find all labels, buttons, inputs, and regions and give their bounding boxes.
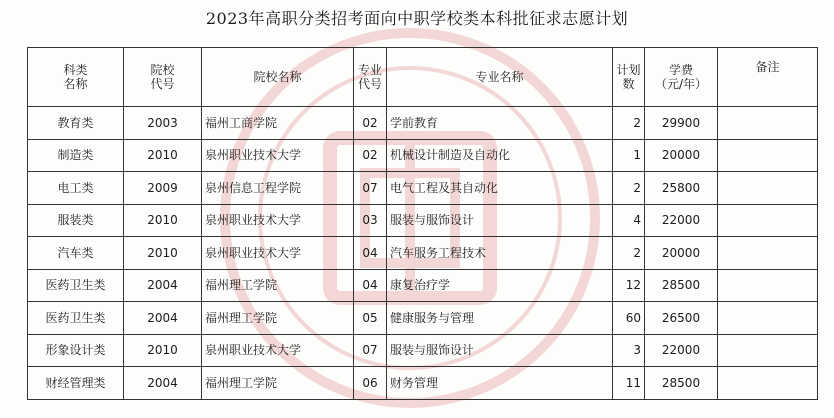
cell-note [718,237,818,270]
header-plan: 计划 数 [613,48,645,107]
cell-major-name: 服装与服饰设计 [387,334,613,367]
cell-plan: 4 [613,204,645,237]
table-row [28,139,818,172]
cell-plan: 11 [613,367,645,400]
table-row [28,367,818,400]
cell-note [718,172,818,205]
cell-tuition: 26500 [645,302,718,335]
cell-category: 形象设计类 [28,334,124,367]
cell-school-name: 福州工商学院 [202,107,354,140]
cell-school-name: 福州理工学院 [202,269,354,302]
cell-school-code: 2009 [124,172,202,205]
enrollment-plan-table [27,47,818,400]
cell-school-name: 泉州职业技术大学 [202,139,354,172]
table-row [28,107,818,140]
cell-major-name: 康复治疗学 [387,269,613,302]
cell-major-code: 02 [354,107,387,140]
cell-school-name: 泉州信息工程学院 [202,172,354,205]
cell-category: 电工类 [28,172,124,205]
cell-category: 服装类 [28,204,124,237]
table-row [28,269,818,302]
header-major-name: 专业名称 [387,48,613,107]
cell-note [718,334,818,367]
table-row [28,302,818,335]
cell-major-code: 06 [354,367,387,400]
cell-school-code: 2010 [124,237,202,270]
cell-school-code: 2004 [124,367,202,400]
cell-plan: 1 [613,139,645,172]
header-major-code: 专业 代号 [354,48,387,107]
cell-major-code: 07 [354,334,387,367]
table-row [28,237,818,270]
cell-major-code: 03 [354,204,387,237]
cell-tuition: 29900 [645,107,718,140]
header-note: 备注 [718,48,818,107]
cell-major-code: 04 [354,237,387,270]
cell-major-name: 机械设计制造及自动化 [387,139,613,172]
cell-school-code: 2010 [124,334,202,367]
cell-major-code: 07 [354,172,387,205]
header-school-name: 院校名称 [202,48,354,107]
cell-tuition: 20000 [645,237,718,270]
cell-major-code: 04 [354,269,387,302]
cell-plan: 60 [613,302,645,335]
header-tuition: 学费 （元/年） [645,48,718,107]
cell-major-name: 健康服务与管理 [387,302,613,335]
cell-major-name: 汽车服务工程技术 [387,237,613,270]
cell-school-name: 福州理工学院 [202,367,354,400]
cell-category: 制造类 [28,139,124,172]
cell-note [718,367,818,400]
cell-major-name: 财务管理 [387,367,613,400]
page-title: 2023年高职分类招考面向中职学校类本科批征求志愿计划 [205,9,629,28]
cell-plan: 2 [613,172,645,205]
cell-category: 教育类 [28,107,124,140]
cell-note [718,269,818,302]
cell-school-code: 2004 [124,302,202,335]
cell-school-code: 2003 [124,107,202,140]
cell-tuition: 28500 [645,269,718,302]
cell-tuition: 22000 [645,334,718,367]
cell-major-code: 02 [354,139,387,172]
cell-major-name: 电气工程及其自动化 [387,172,613,205]
cell-note [718,107,818,140]
cell-plan: 2 [613,107,645,140]
cell-school-name: 泉州职业技术大学 [202,237,354,270]
cell-note [718,204,818,237]
cell-category: 财经管理类 [28,367,124,400]
table-row [28,204,818,237]
cell-tuition: 22000 [645,204,718,237]
header-row [28,48,818,107]
cell-school-name: 泉州职业技术大学 [202,334,354,367]
cell-school-name: 福州理工学院 [202,302,354,335]
cell-plan: 2 [613,237,645,270]
table-row [28,172,818,205]
cell-plan: 3 [613,334,645,367]
cell-category: 医药卫生类 [28,269,124,302]
cell-tuition: 25800 [645,172,718,205]
header-category: 科类 名称 [28,48,124,107]
cell-school-name: 泉州职业技术大学 [202,204,354,237]
header-school-code: 院校 代号 [124,48,202,107]
cell-category: 汽车类 [28,237,124,270]
cell-school-code: 2004 [124,269,202,302]
cell-tuition: 20000 [645,139,718,172]
cell-tuition: 28500 [645,367,718,400]
cell-major-name: 学前教育 [387,107,613,140]
cell-note [718,302,818,335]
cell-major-code: 05 [354,302,387,335]
table-row [28,334,818,367]
cell-school-code: 2010 [124,139,202,172]
cell-plan: 12 [613,269,645,302]
cell-major-name: 服装与服饰设计 [387,204,613,237]
cell-note [718,139,818,172]
cell-category: 医药卫生类 [28,302,124,335]
cell-school-code: 2010 [124,204,202,237]
